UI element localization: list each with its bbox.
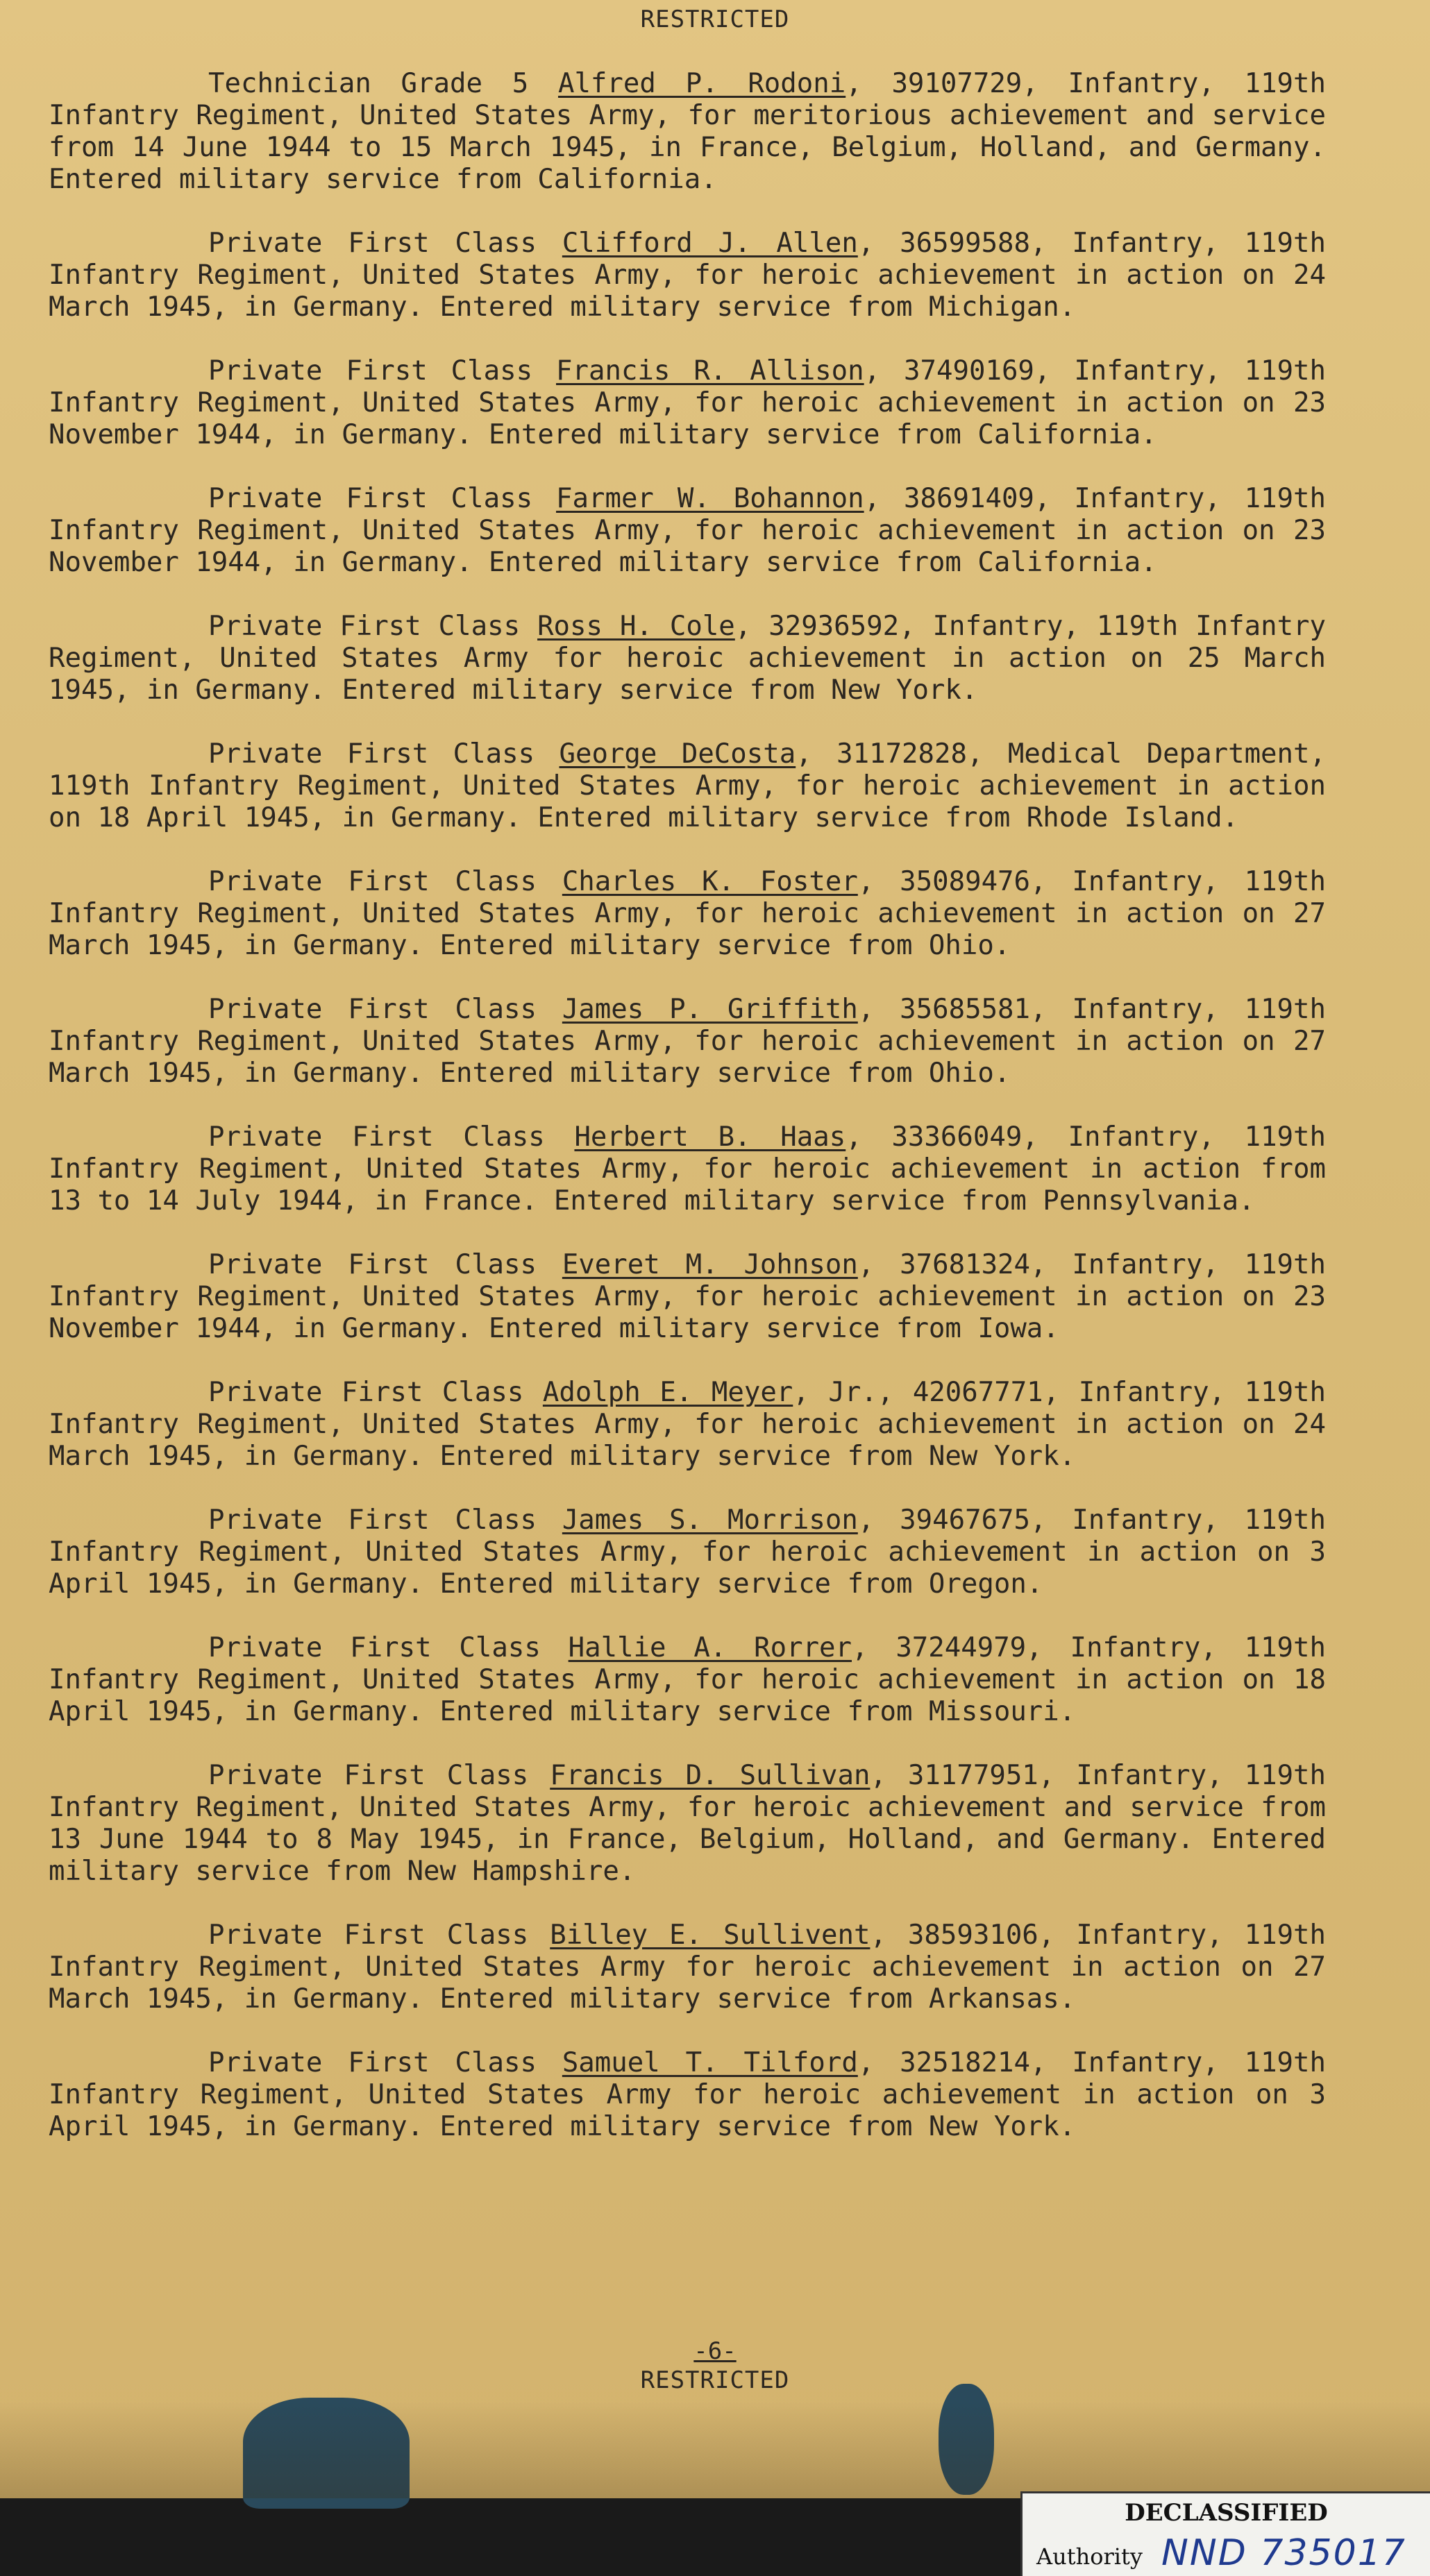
soldier-name: Charles K. Foster [562, 866, 858, 897]
citation-text: , 32518214, Infantry, 119th Infantry Regiment, United States Army for heroic achievement in action on 3 April 1945, in Germany. Entered military service from New York. [49, 2047, 1326, 2142]
citation-text: , 37490169, Infantry, 119th Infantry Regiment, United States Army, for heroic achievement in action on 23 November 1944, in Germany. Entered military service from California. [49, 355, 1327, 450]
rank: Private First Class [208, 994, 537, 1025]
soldier-name: Ross H. Cole [537, 611, 735, 642]
soldier-name: Francis D. Sullivan [550, 1760, 870, 1791]
citation-text: , 31177951, Infantry, 119th Infantry Regiment, United States Army, for heroic achievement and service from 13 June 1944 to 8 May 1945, in France, Belgium, Holland, and Germany. Entered military service from New Hampshire. [49, 1760, 1327, 1887]
rank: Private First Class [208, 1505, 537, 1536]
citation-text: , 31172828, Medical Department, 119th Infantry Regiment, United States Army, for heroic achievement in action on 18 April 1945, in Germany. Entered military service from Rhode Island. [49, 738, 1326, 833]
citation-entry [49, 2047, 1326, 2143]
citation-entry [49, 1121, 1326, 1217]
page-number: -6- [693, 2337, 737, 2365]
rank: Private First Class [208, 611, 521, 642]
citation-entry [49, 1249, 1326, 1345]
soldier-name: Hallie A. Rorrer [568, 1632, 852, 1663]
citation-entry [49, 1920, 1326, 2015]
citation-text: , 35685581, Infantry, 119th Infantry Regiment, United States Army, for heroic achievement in action on 27 March 1945, in Germany. Entered military service from Ohio. [49, 994, 1326, 1089]
citation-entry [49, 738, 1326, 834]
rank: Private First Class [208, 355, 533, 387]
citation-text: , 39107729, Infantry, 119th Infantry Regiment, United States Army, for meritorious achievement and service from 14 June 1944 to 15 March 1945, in France, Belgium, Holland, and Germany. Entered military service from California. [49, 68, 1326, 195]
soldier-name: George DeCosta [559, 738, 796, 770]
citation-text: , 38691409, Infantry, 119th Infantry Regiment, United States Army, for heroic achievement in action on 23 November 1944, in Germany. Entered military service from California. [49, 483, 1327, 578]
rank: Private First Class [208, 1121, 545, 1153]
rank: Private First Class [208, 1632, 541, 1663]
soldier-name: Francis R. Allison [556, 355, 864, 387]
rank: Private First Class [208, 2047, 537, 2078]
citation-text: , 32936592, Infantry, 119th Infantry Regiment, United States Army for heroic achievement in action on 25 March 1945, in Germany. Entered military service from New York. [49, 611, 1327, 706]
citation-entry [49, 866, 1326, 962]
rank: Private First Class [208, 738, 535, 770]
rank: Private First Class [208, 1920, 529, 1951]
citation-text: , 35089476, Infantry, 119th Infantry Regiment, United States Army, for heroic achievement in action on 27 March 1945, in Germany. Entered military service from Ohio. [49, 866, 1326, 961]
citation-text: , 33366049, Infantry, 119th Infantry Regiment, United States Army, for heroic achievement in action from 13 to 14 July 1944, in France. Entered military service from Pennsylvania. [49, 1121, 1327, 1217]
rank: Technician Grade 5 [208, 68, 529, 99]
citation-entry [49, 1760, 1326, 1888]
soldier-name: James P. Griffith [562, 994, 858, 1025]
citation-list [49, 68, 1326, 2175]
citation-entry [49, 1377, 1326, 1473]
soldier-name: Clifford J. Allen [562, 228, 858, 259]
classification-footer: RESTRICTED [640, 2366, 790, 2394]
citation-text: , 37681324, Infantry, 119th Infantry Regiment, United States Army, for heroic achievement in action on 23 November 1944, in Germany. Entered military service from Iowa. [49, 1249, 1326, 1344]
citation-text: , 39467675, Infantry, 119th Infantry Regiment, United States Army, for heroic achievement in action on 3 April 1945, in Germany. Entered military service from Oregon. [49, 1505, 1326, 1600]
citation-entry [49, 611, 1326, 706]
soldier-name: Billey E. Sullivent [550, 1920, 870, 1951]
classification-header: RESTRICTED [640, 6, 790, 33]
citation-entry [49, 228, 1326, 323]
citation-text: , 36599588, Infantry, 119th Infantry Regiment, United States Army, for heroic achievement in action on 24 March 1945, in Germany. Entered military service from Michigan. [49, 228, 1326, 323]
stamp-authority-value: NND 735017 [1161, 2532, 1406, 2574]
citation-text: , Jr., 42067771, Infantry, 119th Infantry Regiment, United States Army, for heroic achievement in action on 24 March 1945, in Germany. Entered military service from New York. [49, 1377, 1327, 1472]
soldier-name: Herbert B. Haas [574, 1121, 846, 1153]
citation-text: , 38593106, Infantry, 119th Infantry Regiment, United States Army for heroic achievement in action on 27 March 1945, in Germany. Entered military service from Arkansas. [49, 1920, 1327, 2015]
rank: Private First Class [208, 1760, 529, 1791]
citation-entry [49, 1632, 1326, 1728]
soldier-name: Adolph E. Meyer [542, 1377, 793, 1408]
binder-hole-left [243, 2398, 410, 2509]
declassified-stamp [1020, 2491, 1430, 2576]
citation-entry [49, 68, 1326, 196]
soldier-name: Alfred P. Rodoni [557, 68, 846, 99]
citation-entry [49, 355, 1326, 451]
soldier-name: Everet M. Johnson [562, 1249, 858, 1280]
rank: Private First Class [208, 1377, 524, 1408]
soldier-name: Farmer W. Bohannon [556, 483, 864, 514]
soldier-name: James S. Morrison [562, 1505, 858, 1536]
rank: Private First Class [208, 228, 537, 259]
soldier-name: Samuel T. Tilford [562, 2047, 858, 2078]
stamp-title: DECLASSIFIED [1125, 2499, 1328, 2527]
citation-entry [49, 1505, 1326, 1600]
rank: Private First Class [208, 1249, 537, 1280]
citation-text: , 37244979, Infantry, 119th Infantry Regiment, United States Army, for heroic achievement in action on 18 April 1945, in Germany. Entered military service from Missouri. [49, 1632, 1327, 1727]
stamp-authority-label: Authority [1036, 2543, 1143, 2570]
citation-entry [49, 483, 1326, 579]
rank: Private First Class [208, 866, 537, 897]
rank: Private First Class [208, 483, 533, 514]
binder-hole-right [939, 2384, 994, 2495]
citation-entry [49, 994, 1326, 1090]
